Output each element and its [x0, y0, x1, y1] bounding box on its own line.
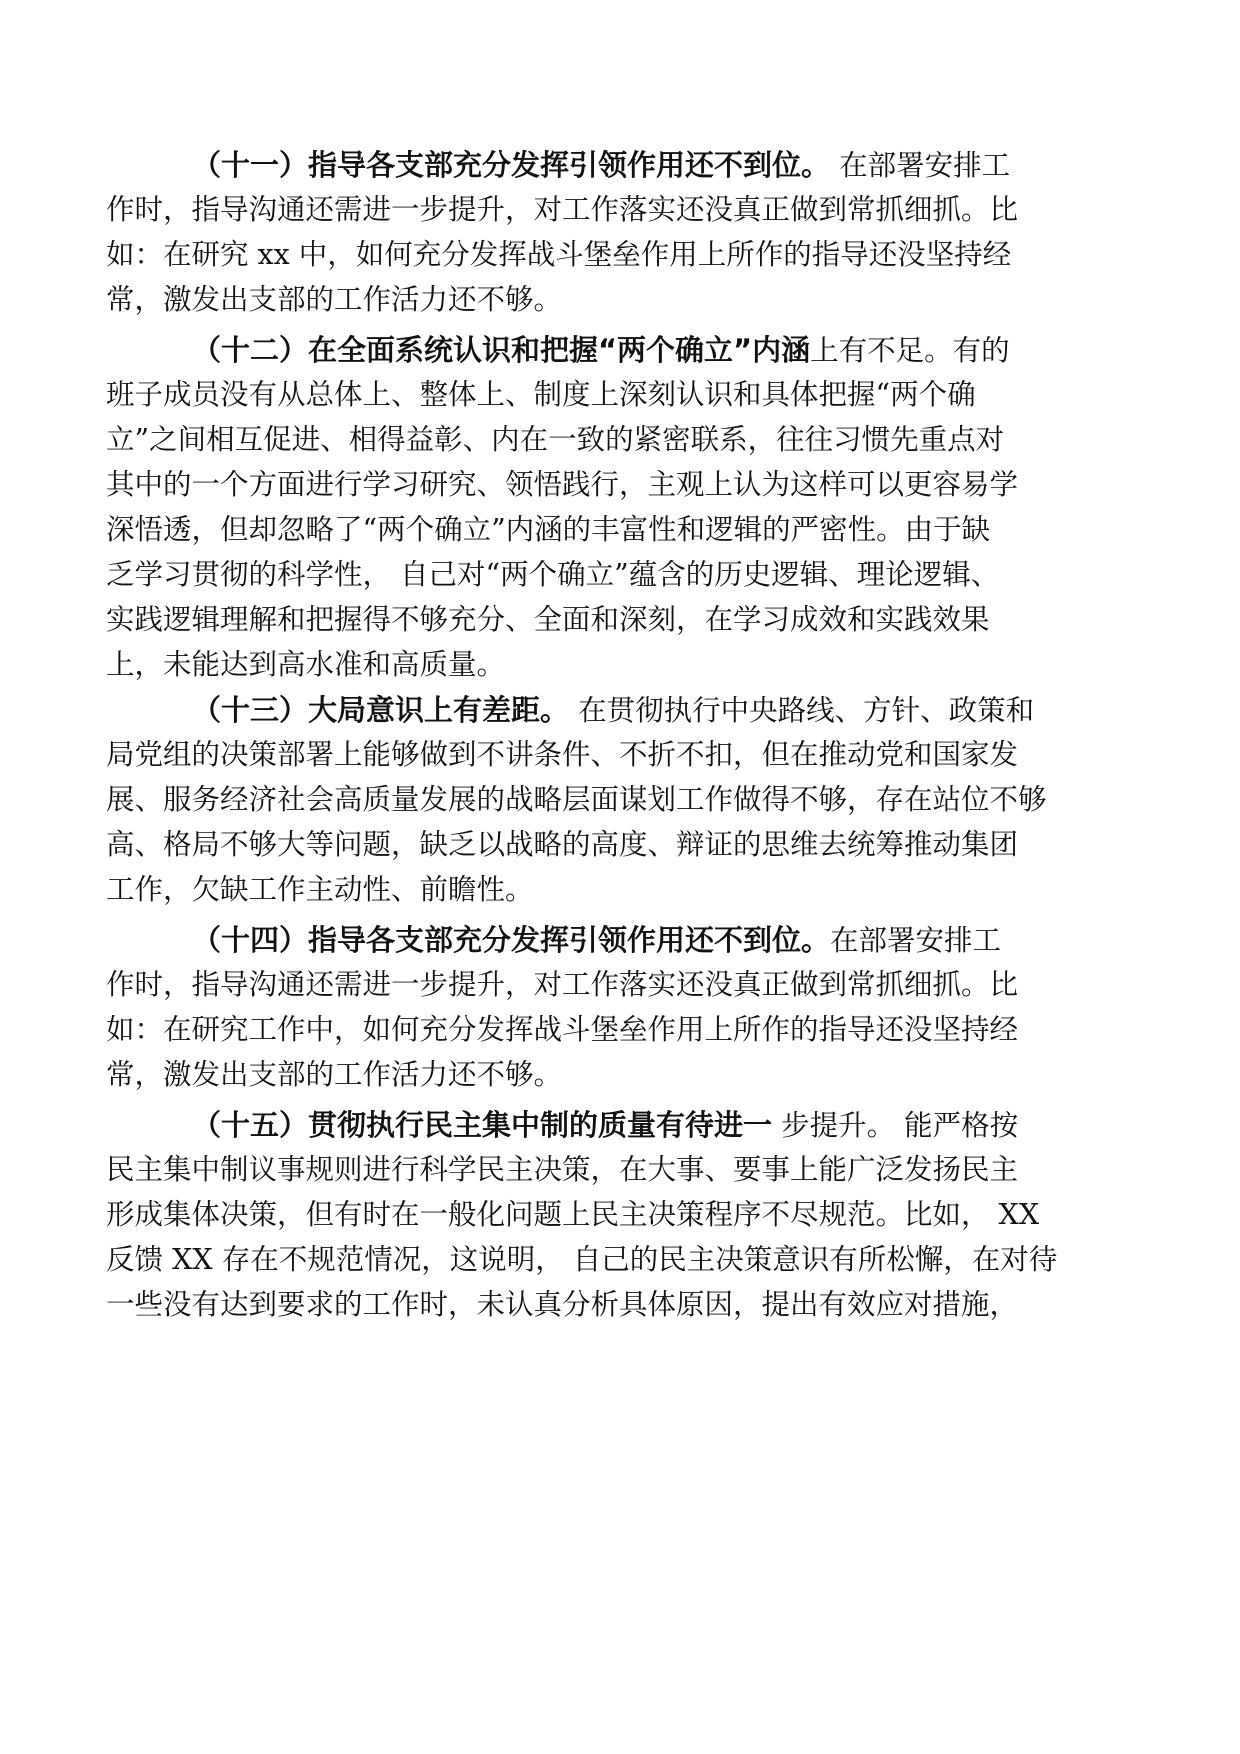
section-heading: （十一）指导各支部充分发挥引领作用还不到位。	[192, 148, 831, 182]
paragraph-line: 常，激发出支部的工作活力还不够。	[106, 1058, 563, 1091]
paragraph-first-line	[192, 1105, 1232, 1145]
paragraph-text: 上有不足。有的	[810, 334, 1010, 367]
paragraph-line: 班子成员没有从总体上、整体上、制度上深刻认识和具体把握“两个确	[106, 378, 976, 411]
section-heading: （十五）贯彻执行民主集中制的质量有待进一	[192, 1108, 773, 1142]
paragraph-line: 反馈 XX 存在不规范情况，这说明， 自己的民主决策意识有所松懈，在对待	[106, 1243, 1058, 1276]
paragraph-text: 步提升。 能严格按	[772, 1109, 1019, 1142]
section-heading: （十三）大局意识上有差距。	[192, 693, 570, 727]
paragraph-line: 一些没有达到要求的工作时，未认真分析具体原因，提出有效应对措施，	[106, 1288, 1019, 1321]
paragraph-line: 工作，欠缺工作主动性、前瞻性。	[106, 873, 534, 906]
paragraph-line: 作时，指导沟通还需进一步提升，对工作落实还没真正做到常抓细抓。比	[106, 193, 1019, 226]
paragraph-line: 如：在研究工作中，如何充分发挥战斗堡垒作用上所作的指导还没坚持经	[106, 1013, 1019, 1046]
paragraph-line: 其中的一个方面进行学习研究、领悟践行，主观上认为这样可以更容易学	[106, 468, 1019, 501]
paragraph-text: 在部署安排工	[830, 149, 1011, 182]
paragraph-text: 在贯彻执行中央路线、方针、政策和	[569, 694, 1035, 727]
paragraph-line: 深悟透，但却忽略了“两个确立”内涵的丰富性和逻辑的严密性。由于缺	[106, 513, 991, 546]
paragraph-line: 作时，指导沟通还需进一步提升，对工作落实还没真正做到常抓细抓。比	[106, 968, 1019, 1001]
paragraph-line: 民主集中制议事规则进行科学民主决策，在大事、要事上能广泛发扬民主	[106, 1153, 1019, 1186]
paragraph-first-line	[192, 690, 1232, 730]
paragraph-first-line	[192, 330, 1232, 370]
paragraph-first-line	[192, 920, 1232, 960]
paragraph-line: 形成集体决策，但有时在一般化问题上民主决策程序不尽规范。比如， XX	[106, 1198, 1040, 1231]
paragraph-line: 局党组的决策部署上能够做到不讲条件、不折不扣，但在推动党和国家发	[106, 738, 1019, 771]
paragraph-line: 立”之间相互促进、相得益彰、内在一致的紧密联系，往往习惯先重点对	[106, 423, 1005, 456]
section-heading: （十二）在全面系统认识和把握“两个确立”内涵	[192, 333, 811, 367]
paragraph-line: 常，激发出支部的工作活力还不够。	[106, 283, 563, 316]
paragraph-first-line	[192, 145, 1232, 185]
paragraph-line: 高、格局不够大等问题，缺乏以战略的高度、辩证的思维去统筹推动集团	[106, 828, 1019, 861]
paragraph-line: 上，未能达到高水准和高质量。	[106, 648, 506, 681]
paragraph-line: 实践逻辑理解和把握得不够充分、全面和深刻，在学习成效和实践效果	[106, 603, 990, 636]
paragraph-text: 在部署安排工	[830, 924, 1002, 957]
section-heading: （十四）指导各支部充分发挥引领作用还不到位。	[192, 923, 831, 957]
paragraph-line: 乏学习贯彻的科学性， 自己对“两个确立”蕴含的历史逻辑、理论逻辑、	[106, 558, 1000, 591]
paragraph-line: 如：在研究 xx 中，如何充分发挥战斗堡垒作用上所作的指导还没坚持经	[106, 238, 1012, 271]
paragraph-line: 展、服务经济社会高质量发展的战略层面谋划工作做得不够，存在站位不够	[106, 783, 1047, 816]
